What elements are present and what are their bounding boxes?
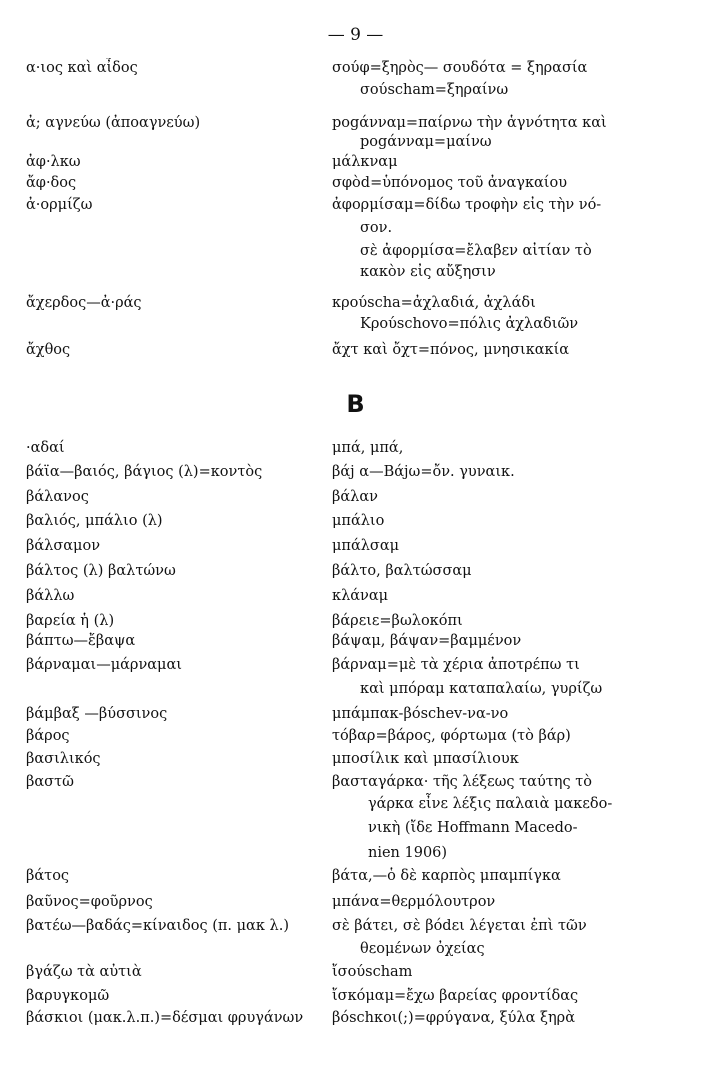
entry-modern-word: μπάλιο — [332, 513, 385, 529]
entry-row — [0, 818, 711, 842]
entry-modern-word: μπάμπακ-βόschev-να-νο — [332, 706, 509, 722]
entry-modern-word: ἀφορμίσαμ=δίδω τροφὴν εἰς τὴν νό- — [332, 197, 602, 213]
entry-ancient-word: βάρναμαι—μάρναμαι — [26, 657, 182, 673]
entry-modern-word: σὲ βάτει, σὲ βόdει λέγεται ἐπὶ τῶν — [332, 918, 587, 934]
entry-row — [0, 536, 711, 560]
entry-row — [0, 749, 711, 773]
entry-modern-word: μπάνα=θερμόλουτρον — [332, 894, 496, 910]
entry-ancient-word: βάρος — [26, 728, 70, 744]
entry-ancient-word: βάπτω—ἔβαψα — [26, 633, 136, 649]
entry-modern-word: ἴσούscham — [332, 964, 413, 980]
entry-ancient-word: ἀφ·λκω — [26, 154, 81, 170]
entry-ancient-word: ἀ; αγνεύω (ἀποαγνεύω) — [26, 115, 201, 131]
entry-ancient-word: βάσκιοι (μακ.λ.π.)=δέσμαι φρυγάνων — [26, 1010, 304, 1026]
entry-ancient-word: βάλλω — [26, 588, 75, 604]
entry-row — [0, 173, 711, 197]
entry-row — [0, 772, 711, 796]
page-number: — 9 — — [327, 25, 384, 45]
entry-row — [0, 843, 711, 867]
entry-row — [0, 1008, 711, 1032]
entry-row — [0, 892, 711, 916]
entry-modern-word: καὶ μπόραμ καταπαλαίω, γυρίζω — [360, 681, 603, 697]
entry-ancient-word: βάϊα—βαιός, βάγιος (λ)=κοντὸς — [26, 464, 263, 480]
entry-ancient-word: βαρυγκομῶ — [26, 988, 110, 1004]
entry-ancient-word: ἄχθος — [26, 342, 71, 358]
entry-ancient-word: βαρεία ἡ (λ) — [26, 613, 115, 629]
section-letter-heading: B — [346, 390, 365, 418]
entry-row — [0, 314, 711, 338]
entry-modern-word: μάλκναμ — [332, 154, 398, 170]
entry-modern-word: κλάναμ — [332, 588, 389, 604]
entry-modern-word: κρούscha=ἀχλαδιά, ἀχλάδι — [332, 295, 536, 311]
entry-modern-word: σὲ ἀφορμίσα=ἔλαβεν αἰτίαν τὸ — [360, 243, 592, 259]
entry-row — [0, 438, 711, 462]
entry-row — [0, 939, 711, 963]
entry-ancient-word: βατέω—βαδάς=κίναιδος (π. μακ λ.) — [26, 918, 289, 934]
entry-ancient-word: βάλσαμον — [26, 538, 101, 554]
entry-row — [0, 195, 711, 219]
entry-row — [0, 962, 711, 986]
entry-row — [0, 704, 711, 728]
entry-row — [0, 655, 711, 679]
entry-modern-word: γάρκα εἶνε λέξις παλαιὰ μακεδο- — [368, 796, 613, 812]
entry-modern-word: βάρειε=βωλοκόπι — [332, 613, 463, 629]
entry-modern-word: βόschκοι(;)=φρύγανα, ξύλα ξηρὰ — [332, 1010, 575, 1026]
entry-ancient-word: ἄχερδος—ἀ·ράς — [26, 295, 142, 311]
entry-row — [0, 561, 711, 585]
entry-row — [0, 986, 711, 1010]
entry-modern-word: τόβαρ=βάρος, φόρτωμα (τὸ βάρ) — [332, 728, 571, 744]
entry-modern-word: nien 1906) — [368, 845, 448, 861]
entry-modern-word: βάψαμ, βάψαν=βαμμένον — [332, 633, 522, 649]
entry-modern-word: νικὴ (ἴδε Hoffmann Macedo- — [368, 820, 578, 836]
entry-row — [0, 218, 711, 242]
entry-modern-word: σφὸd=ὑπόνομος τοῦ ἀναγκαίου — [332, 175, 568, 191]
entry-row — [0, 679, 711, 703]
entry-modern-word: ἴσκόμαμ=ἔχω βαρείας φροντίδας — [332, 988, 579, 1004]
entry-ancient-word: ·αδαί — [26, 440, 65, 456]
entry-ancient-word: ἄφ·δος — [26, 175, 77, 191]
entry-row — [0, 726, 711, 750]
entry-modern-word: σούφ=ξηρὸς— σουδότα = ξηρασία — [332, 60, 588, 76]
entry-ancient-word: βαλιός, μπάλιο (λ) — [26, 513, 163, 529]
entry-row — [0, 462, 711, 486]
entry-modern-word: θεομένων ὀχείας — [360, 941, 485, 957]
entry-ancient-word: βάμβαξ —βύσσινος — [26, 706, 168, 722]
entry-modern-word: μποσίλικ καὶ μπασίλιουκ — [332, 751, 519, 767]
entry-row — [0, 262, 711, 286]
entry-ancient-word: βάτος — [26, 868, 70, 884]
entry-row — [0, 80, 711, 104]
entry-row — [0, 631, 711, 655]
entry-modern-word: Κρούschovo=πόλις ἀχλαδιῶν — [360, 316, 579, 332]
entry-ancient-word: βαστῶ — [26, 774, 74, 790]
entry-modern-word: μπάλσαμ — [332, 538, 400, 554]
entry-ancient-word: βασιλικός — [26, 751, 101, 767]
entry-modern-word: pogάνναμ=παίρνω τὴν ἁγνότητα καὶ — [332, 115, 607, 131]
entry-modern-word: βάρναμ=μὲ τὰ χέρια ἀποτρέπω τι — [332, 657, 580, 673]
entry-modern-word: βάλτο, βαλτώσσαμ — [332, 563, 472, 579]
entry-modern-word: βασταγάρκα· τῆς λέξεως ταύτης τὸ — [332, 774, 592, 790]
entry-modern-word: ἄχτ καὶ ὄχτ=πόνος, μνησικακία — [332, 342, 570, 358]
entry-row — [0, 340, 711, 364]
entry-ancient-word: βάλανος — [26, 489, 89, 505]
entry-row — [0, 586, 711, 610]
entry-modern-word: βάτα,—ὁ δὲ καρπὸς μπαμπίγκα — [332, 868, 561, 884]
entry-ancient-word: βάλτος (λ) βαλτώνω — [26, 563, 176, 579]
entry-modern-word: κακὸν εἰς αὔξησιν — [360, 264, 496, 280]
entry-modern-word: pogάνναμ=μαίνω — [360, 134, 492, 150]
entry-row — [0, 58, 711, 82]
entry-row — [0, 511, 711, 535]
entry-modern-word: σούscham=ξηραίνω — [360, 82, 509, 98]
entry-row — [0, 794, 711, 818]
entry-row — [0, 487, 711, 511]
entry-modern-word: βάj α—Βάjω=ὄν. γυναικ. — [332, 464, 515, 480]
entry-row — [0, 916, 711, 940]
entry-modern-word: μπά, μπά, — [332, 440, 404, 456]
entry-ancient-word: βαῦνος=φοῦρνος — [26, 894, 153, 910]
entry-row — [0, 866, 711, 890]
entry-ancient-word: ἀ·ορμίζω — [26, 197, 93, 213]
entry-modern-word: βάλαν — [332, 489, 378, 505]
entry-ancient-word: α·ιος καὶ αἶδος — [26, 60, 138, 76]
entry-ancient-word: βγάζω τὰ αὐτιὰ — [26, 964, 142, 980]
entry-modern-word: σον. — [360, 220, 393, 236]
